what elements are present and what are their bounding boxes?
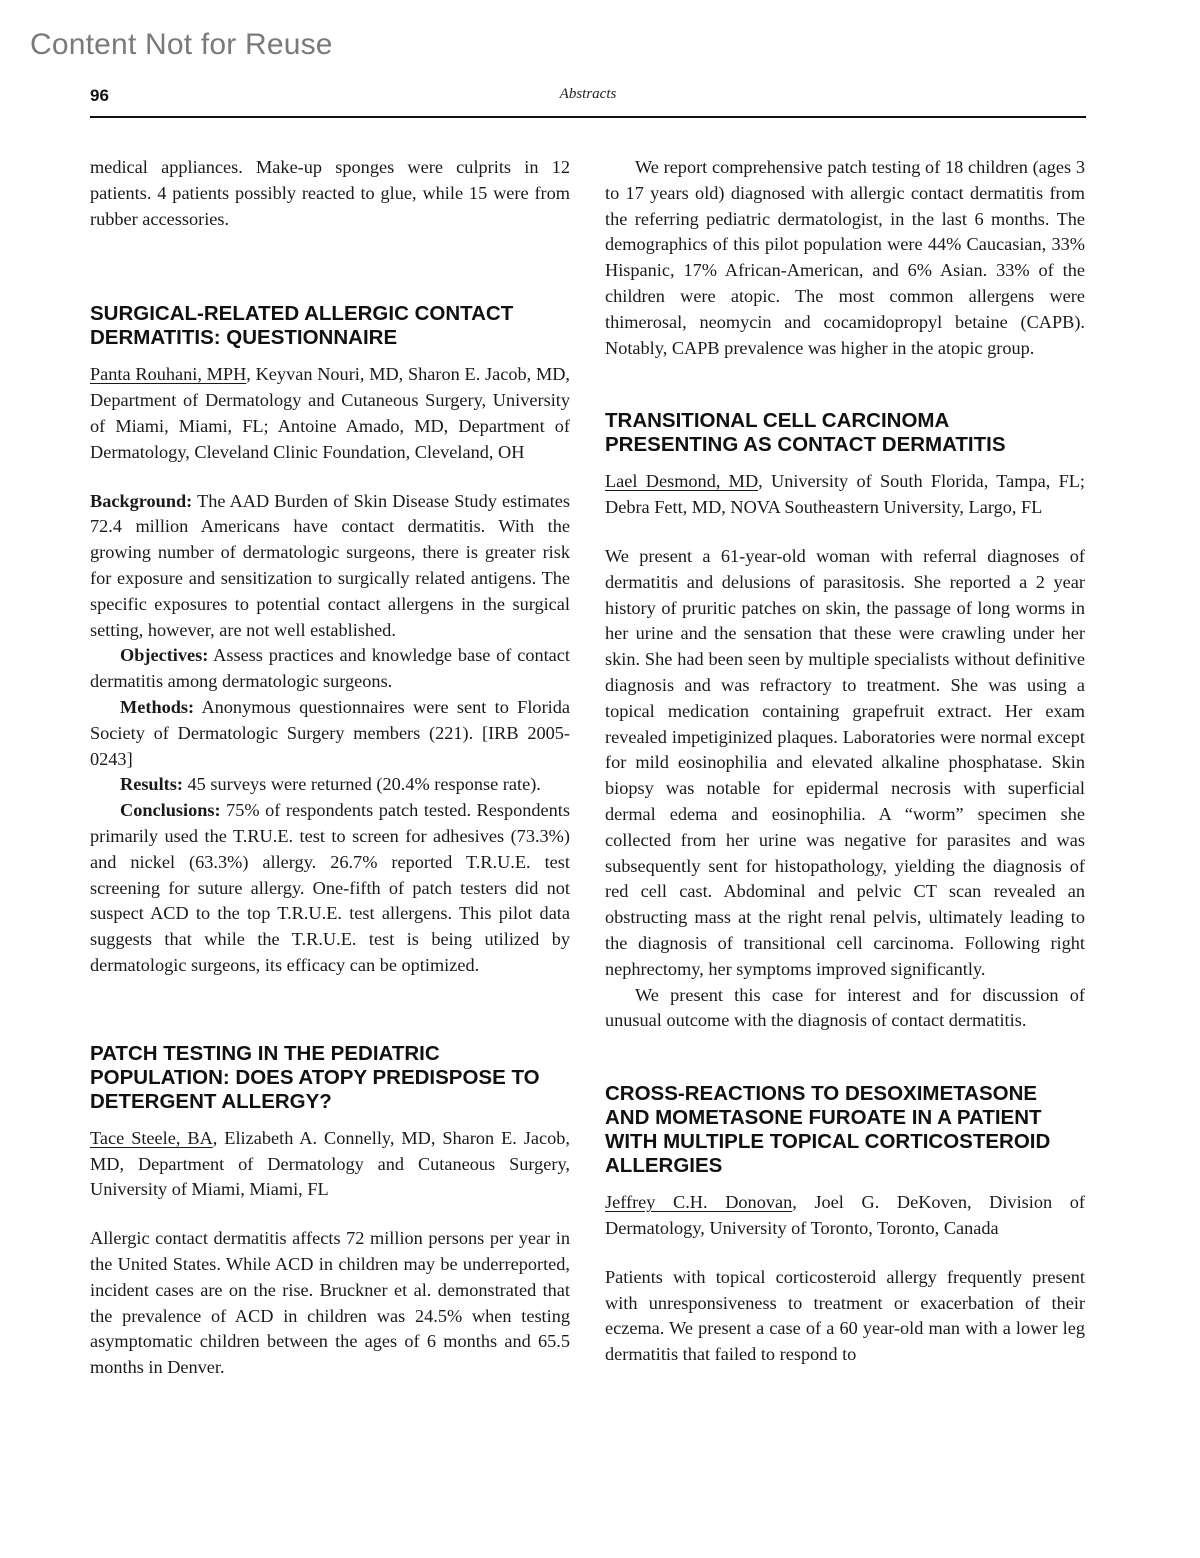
discussion-paragraph: We present this case for interest and for discussion of unusual outcome with the diagnosis of contact dermatitis. [605, 984, 1085, 1031]
abstract-pediatric-patch-testing [90, 1042, 570, 1381]
continued-paragraph: We report comprehensive patch testing of 18 children (ages 3 to 17 years old) diagnosed with allergic contact dermatitis from the referring pediatric dermatologist, in the last 6 months. The demographics of this pilot population were 44% Caucasian, 33% Hispanic, 17% African-American, and 6% Asian. 33% of the children were atopic. The most common allergens were thimerosal, neomycin and cocamidopropyl betaine (CAPB). Notably, CAPB prevalence was higher in the atopic group. [605, 157, 1085, 358]
results-label: Results: [120, 774, 183, 795]
objectives-text: Assess practices and knowledge base of contact dermatitis among dermatologic surgeons. [90, 645, 570, 692]
abstract-authors [605, 469, 1085, 521]
left-column [90, 155, 570, 1381]
abstract-corticosteroid-cross-reactions [605, 1082, 1085, 1368]
author-affiliations: , Keyvan Nouri, MD, Sharon E. Jacob, MD, Department of Dermatology and Cutaneous Surgery, University of Miami, Miami, FL; Antoine Amado, MD, Department of Dermatology, Cleveland Clinic Foundation, Cleveland, OH [90, 364, 570, 462]
continued-paragraph: medical appliances. Make-up sponges were culprits in 12 patients. 4 patients possibly reacted to glue, while 15 were from rubber accessories. [90, 157, 570, 229]
right-column [605, 155, 1085, 1368]
abstract-surgical-acd [90, 302, 570, 978]
presenting-author: Panta Rouhani, MPH [90, 364, 247, 385]
content-watermark: Content Not for Reuse [30, 28, 333, 61]
methods-text: Anonymous questionnaires were sent to Florida Society of Dermatologic Surgery members (221). [IRB 2005-0243] [90, 696, 570, 769]
abstract-transitional-cell-carcinoma [605, 409, 1085, 1034]
methods-label: Methods: [120, 696, 195, 717]
background-label: Background: [90, 490, 193, 511]
running-header [90, 84, 1086, 118]
background-paragraph [90, 489, 570, 644]
conclusions-paragraph [90, 798, 570, 979]
presenting-author: Lael Desmond, MD [605, 471, 759, 492]
author-affiliations: , Joel G. DeKoven, Division of Dermatology, University of Toronto, Toronto, Canada [605, 1192, 1085, 1238]
conclusions-text: 75% of respondents patch tested. Respondents primarily used the T.RU.E. test to screen for adhesives (73.3%) and nickel (63.3%) allergy. 26.7% reported T.R.U.E. test screening for suture allergy. One-fifth of patch testers did not suspect ACD to the top T.R.U.E. test allergens. This pilot data suggests that while the T.R.U.E. test is being utilized by dermatologic surgeons, its efficacy can be optimized. [90, 800, 570, 975]
abstract-title: CROSS-REACTIONS TO DESOXIMETASONE AND MOMETASONE FUROATE IN A PATIENT WITH MULTIPLE TOPICAL CORTICOSTEROID ALLERGIES [605, 1082, 1051, 1178]
journal-section-title: Abstracts [559, 86, 617, 102]
results-text: 45 surveys were returned (20.4% response rate). [182, 774, 541, 795]
case-paragraph: We present a 61-year-old woman with referral diagnoses of dermatitis and delusions of parasitosis. She reported a 2 year history of pruritic patches on skin, the passage of long worms in her urine and the sensation that these were crawling under her skin. She had been seen by multiple specialists without definitive diagnosis and was refractory to treatment. She was using a topical medication containing grapefruit extract. Her exam revealed impetiginized plaques. Laboratories were normal except for mild eosinophilia and elevated alkaline phosphatase. Skin biopsy was notable for epidermal necrosis with superficial dermal edema and eosinophilia. A “worm” specimen she collected from her urine was negative for parasites and was subsequently sent for histopathology, yielding the diagnosis of red cell cast. Abdominal and pelvic CT scan revealed an obstructing mass at the right renal pelvis, ultimately leading to the diagnosis of transitional cell carcinoma. Following right nephrectomy, her symptoms improved significantly. [605, 545, 1085, 979]
presenting-author: Tace Steele, BA [90, 1127, 213, 1148]
abstract-body: Allergic contact dermatitis affects 72 million persons per year in the United States. While ACD in children may be underreported, incident cases are on the rise. Bruckner et al. demonstrated that the prevalence of ACD in children was 24.5% when testing asymptomatic children between the ages of 6 months and 65.5 months in Denver. [90, 1228, 570, 1378]
presenting-author: Jeffrey C.H. Donovan [605, 1192, 793, 1213]
abstract-body [90, 489, 570, 979]
abstract-title: SURGICAL-RELATED ALLERGIC CONTACT DERMATITIS: QUESTIONNAIRE [90, 302, 514, 350]
abstract-body [605, 544, 1085, 1034]
abstract-title: PATCH TESTING IN THE PEDIATRIC POPULATION: DOES ATOPY PREDISPOSE TO DETERGENT ALLERGY? [90, 1041, 540, 1113]
results-paragraph [90, 772, 570, 798]
objectives-label: Objectives: [120, 645, 209, 666]
methods-paragraph [90, 695, 570, 772]
abstract-authors [605, 1190, 1085, 1242]
abstract-title: TRANSITIONAL CELL CARCINOMA PRESENTING AS CONTACT DERMATITIS [605, 409, 1006, 457]
abstract-authors [90, 1126, 570, 1203]
author-affiliations: , University of South Florida, Tampa, FL; Debra Fett, MD, NOVA Southeastern University, Largo, FL [605, 471, 1085, 518]
abstract-authors [90, 362, 570, 465]
page-number: 96 [90, 86, 109, 105]
abstract-body: Patients with topical corticosteroid allergy frequently present with unresponsiveness to treatment or exacerbation of their eczema. We present a case of a 60 year-old man with a lower leg dermatitis that failed to respond to [605, 1266, 1085, 1365]
objectives-paragraph [90, 643, 570, 695]
background-text: The AAD Burden of Skin Disease Study estimates 72.4 million Americans have contact dermatitis. With the growing number of dermatologic surgeons, there is greater risk for exposure and sensitization to surgically related antigens. The specific exposures to potential contact allergens in the surgical setting, however, are not well established. [90, 490, 570, 640]
conclusions-label: Conclusions: [120, 800, 221, 821]
author-affiliations: , Elizabeth A. Connelly, MD, Sharon E. Jacob, MD, Department of Dermatology and Cutaneous Surgery, University of Miami, Miami, FL [90, 1127, 570, 1200]
